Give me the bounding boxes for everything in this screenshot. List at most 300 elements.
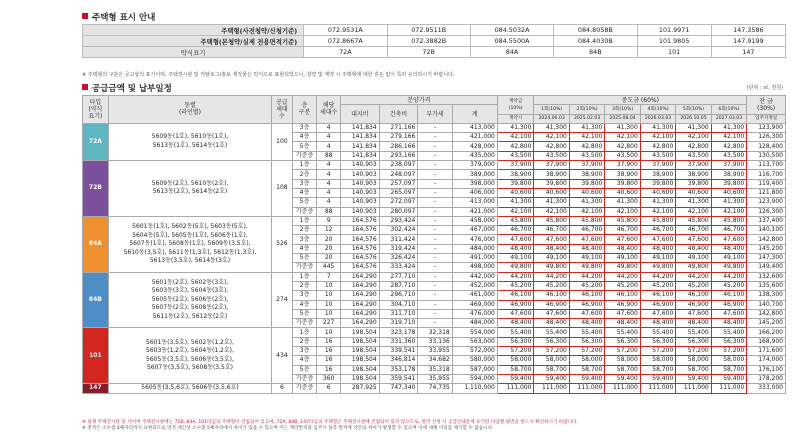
amount-cell: 48,400	[676, 244, 711, 253]
units-cell: 4	[317, 179, 341, 188]
type-cell: 084.5500A	[470, 36, 553, 47]
amount-cell: 49,800	[676, 263, 711, 272]
amount-cell: 38,900	[534, 170, 569, 179]
amount-cell: 48,400	[497, 244, 534, 253]
amount-cell: 47,600	[569, 309, 604, 318]
amount-cell: 164,290	[340, 300, 379, 309]
type-cell: 072.9531A	[304, 25, 387, 36]
type-cell: 147.9199	[711, 36, 785, 47]
amount-cell: 46,900	[569, 300, 604, 309]
amount-cell: 59,400	[640, 374, 675, 383]
amount-cell: 39,800	[711, 179, 746, 188]
amount-cell: 58,000	[640, 356, 675, 365]
amount-cell: 42,800	[676, 142, 711, 151]
amount-cell: 40,600	[676, 188, 711, 197]
type-cell: 084.4030B	[554, 36, 637, 47]
amount-cell: 47,600	[640, 309, 675, 318]
amount-cell: 491,000	[452, 254, 497, 263]
amount-cell: 164,290	[340, 291, 379, 300]
units-cell: 4	[317, 188, 341, 197]
amount-cell: -	[418, 291, 452, 300]
amount-cell: 113,700	[747, 161, 786, 170]
amount-cell: 121,800	[747, 188, 786, 197]
amount-cell: 37,900	[640, 161, 675, 170]
units-cell: 12	[317, 226, 341, 235]
floor-cell: 4층	[292, 244, 317, 253]
amount-cell: 47,600	[497, 309, 534, 318]
type-row-label: 주택형(본청약/실제 전용면적기준)	[83, 36, 304, 47]
amount-cell: 140,903	[340, 179, 379, 188]
price-row	[83, 272, 786, 281]
floor-cell: 3층	[292, 123, 317, 132]
footnote-1: ※ 실제 주택전시관 및 사이버 주택전시관에는 72B, 84A, 101타입의 주택형이 건립되어 있으며, 72A, 84B, 147타입의 주택형은 주택전시관에 건립되어 있지 않으므로, 청약 신청 시 공급안내문에 표기된 타입별 평면을 반드시 확인하시기 바랍니다.	[82, 420, 578, 425]
amount-cell: -	[418, 123, 452, 132]
amount-cell: 38,900	[497, 170, 534, 179]
amount-cell: 57,200	[497, 347, 534, 356]
amount-cell: 55,400	[676, 328, 711, 337]
amount-cell: -	[418, 235, 452, 244]
amount-cell: 41,300	[605, 198, 640, 207]
amount-cell: 49,100	[676, 254, 711, 263]
amount-cell: 476,000	[452, 309, 497, 318]
type-cell: 072.8667A	[304, 36, 387, 47]
type-row-label: 주택형(사전청약/신청기준)	[83, 25, 304, 36]
amount-cell: 126,300	[747, 207, 786, 216]
amount-cell: 56,300	[676, 337, 711, 346]
amount-cell: 37,900	[676, 161, 711, 170]
amount-cell: 56,300	[569, 337, 604, 346]
amount-cell: 41,300	[497, 123, 534, 132]
amount-cell: 37,900	[534, 161, 569, 170]
type-cell: 101.9805	[637, 36, 711, 47]
amount-cell: 111,000	[569, 384, 604, 393]
type-badge: 147	[83, 384, 109, 393]
amount-cell: 111,000	[640, 384, 675, 393]
units-cell: 16	[317, 365, 341, 374]
units-cell: 7	[317, 272, 341, 281]
amount-cell: 119,400	[747, 179, 786, 188]
amount-cell: 59,400	[569, 374, 604, 383]
amount-cell: 41,300	[640, 198, 675, 207]
header-units: 해당 세대수	[317, 96, 341, 124]
amount-cell: 45,200	[534, 281, 569, 290]
amount-cell: 58,700	[640, 365, 675, 374]
amount-cell: 302,424	[379, 226, 418, 235]
amount-cell: 47,600	[569, 235, 604, 244]
amount-cell: -	[418, 170, 452, 179]
amount-cell: 140,100	[747, 226, 786, 235]
header-contract: 계약금 (10%)	[497, 96, 534, 115]
amount-cell: 39,800	[676, 179, 711, 188]
amount-cell: 58,000	[711, 356, 746, 365]
amount-cell: 42,800	[534, 142, 569, 151]
dong-lines: 5601동(3,5호), 5602동(1,2호), 5603동(1,2호), 5604동(1,2호), 5605동(3,5호), 5606동(3,5호), 5607동(3,5호), 5608동(3,5호)	[108, 328, 271, 384]
amount-cell: 45,200	[605, 281, 640, 290]
amount-cell: -	[418, 226, 452, 235]
amount-cell: 49,100	[640, 254, 675, 263]
amount-cell: 44,200	[640, 272, 675, 281]
amount-cell: 238,097	[379, 161, 418, 170]
supply-count: 274	[272, 272, 292, 328]
amount-cell: 39,800	[569, 179, 604, 188]
amount-cell: 40,600	[711, 188, 746, 197]
amount-cell: 1,110,000	[452, 384, 497, 393]
amount-cell: 138,300	[747, 291, 786, 300]
amount-cell: 38,900	[676, 170, 711, 179]
amount-cell: 37,900	[605, 161, 640, 170]
amount-cell: 311,710	[379, 309, 418, 318]
amount-cell: 42,100	[711, 133, 746, 142]
amount-cell: 41,300	[640, 123, 675, 132]
amount-cell: 56,300	[534, 337, 569, 346]
supply-count: 6	[272, 384, 292, 393]
type-cell: 72A	[304, 47, 387, 58]
supply-count: 434	[272, 328, 292, 384]
amount-cell: 46,700	[605, 226, 640, 235]
amount-cell: 141,834	[340, 142, 379, 151]
amount-cell: 164,576	[340, 226, 379, 235]
amount-cell: 111,000	[676, 384, 711, 393]
amount-cell: -	[418, 254, 452, 263]
amount-cell: 43,500	[711, 151, 746, 160]
amount-cell: 421,000	[452, 133, 497, 142]
amount-cell: 46,700	[569, 226, 604, 235]
amount-cell: 74,735	[418, 384, 452, 393]
amount-cell: 198,504	[340, 365, 379, 374]
amount-cell: 45,200	[676, 281, 711, 290]
floor-cell: 1층	[292, 161, 317, 170]
amount-cell: 42,100	[569, 207, 604, 216]
amount-cell: 47,600	[711, 235, 746, 244]
amount-cell: 126,300	[747, 133, 786, 142]
amount-cell: 333,000	[747, 384, 786, 393]
floor-cell: 2층	[292, 226, 317, 235]
amount-cell: 44,200	[534, 272, 569, 281]
amount-cell: 293,166	[379, 151, 418, 160]
amount-cell: 46,100	[640, 291, 675, 300]
units-cell: 10	[317, 291, 341, 300]
header-supply: 공급 세대 수	[272, 96, 292, 124]
amount-cell: 140,903	[340, 170, 379, 179]
amount-cell: 42,800	[711, 142, 746, 151]
amount-cell: 304,710	[379, 300, 418, 309]
amount-cell: 48,400	[605, 244, 640, 253]
amount-cell: 293,424	[379, 216, 418, 225]
footnote-2: ※ 면적은 소수점 4째자리까지 표현되므로 면적 계산상 소수점 5째자리에서 차이가 있을 수 있으며 이는 계약면적과 입주시 실측 면적에 약간의 차이가 발생할 수 있으며 이에 대해 이의를 제기할 수 없습니다.	[82, 426, 494, 431]
amount-cell: 45,800	[711, 216, 746, 225]
amount-cell: 58,700	[605, 365, 640, 374]
price-row	[83, 161, 786, 170]
floor-cell: 기준층	[292, 319, 317, 328]
amount-cell: -	[418, 300, 452, 309]
amount-cell: 484,000	[452, 244, 497, 253]
amount-cell: 42,800	[640, 142, 675, 151]
amount-cell: 42,800	[569, 142, 604, 151]
amount-cell: 48,400	[711, 319, 746, 328]
amount-cell: 469,000	[452, 300, 497, 309]
floor-cell: 2층	[292, 170, 317, 179]
amount-cell: 42,100	[605, 133, 640, 142]
header-total: 계	[452, 105, 497, 124]
type-cell: 072.9511B	[387, 25, 470, 36]
type-badge: 84A	[83, 216, 109, 272]
amount-cell: -	[418, 281, 452, 290]
amount-cell: 58,700	[711, 365, 746, 374]
amount-cell: 46,100	[497, 291, 534, 300]
header-mid-round: 1회(10%)	[534, 105, 569, 114]
amount-cell: 59,400	[711, 374, 746, 383]
amount-cell: 287,925	[340, 384, 379, 393]
amount-cell: 49,100	[569, 254, 604, 263]
amount-cell: 164,576	[340, 216, 379, 225]
amount-cell: 46,900	[534, 300, 569, 309]
section-marker-icon	[82, 13, 88, 19]
amount-cell: 147,300	[747, 254, 786, 263]
amount-cell: -	[418, 151, 452, 160]
amount-cell: 47,600	[534, 235, 569, 244]
amount-cell: 198,504	[340, 347, 379, 356]
dong-lines: 5605동(3,5,6호), 5606동(3,5,6호)	[108, 384, 271, 393]
amount-cell: 164,576	[340, 263, 379, 272]
units-cell: 10	[317, 328, 341, 337]
amount-cell: 287,710	[379, 281, 418, 290]
header-mid-date: 2024.06.03	[534, 114, 569, 123]
amount-cell: 116,700	[747, 170, 786, 179]
amount-cell: 49,100	[605, 254, 640, 263]
floor-cell: 기준층	[292, 263, 317, 272]
amount-cell: -	[418, 161, 452, 170]
type-cell: 084.8058B	[554, 25, 637, 36]
header-mid-date: 2026.03.03	[640, 114, 675, 123]
floor-cell: 1층	[292, 216, 317, 225]
amount-cell: 57,200	[534, 347, 569, 356]
amount-cell: 45,800	[497, 216, 534, 225]
units-cell: 4	[317, 133, 341, 142]
header-mid-date: 2025.08.04	[605, 114, 640, 123]
amount-cell: -	[418, 133, 452, 142]
section-title-type-guide: 주택형 표시 안내	[82, 11, 155, 23]
type-badge: 101	[83, 328, 109, 384]
type-row	[83, 36, 786, 47]
header-floor: 층 구분	[292, 96, 317, 124]
header-land: 대지비	[340, 105, 379, 124]
amount-cell: 42,100	[605, 207, 640, 216]
amount-cell: -	[418, 244, 452, 253]
amount-cell: 42,100	[534, 207, 569, 216]
amount-cell: 149,400	[747, 263, 786, 272]
header-mid-round: 6회(10%)	[711, 105, 746, 114]
type-cell: 147.3586	[711, 25, 785, 36]
amount-cell: 40,600	[640, 188, 675, 197]
amount-cell: 42,100	[497, 207, 534, 216]
amount-cell: 49,100	[497, 254, 534, 263]
amount-cell: 435,000	[452, 151, 497, 160]
amount-cell: 42,100	[640, 133, 675, 142]
amount-cell: 47,600	[676, 309, 711, 318]
type-cell: 147	[711, 47, 785, 58]
amount-cell: 428,000	[452, 142, 497, 151]
amount-cell: 48,400	[605, 319, 640, 328]
amount-cell: 44,200	[605, 272, 640, 281]
amount-cell: -	[418, 142, 452, 151]
amount-cell: 135,600	[747, 281, 786, 290]
amount-cell: 56,300	[711, 337, 746, 346]
amount-cell: 42,100	[497, 133, 534, 142]
amount-cell: 49,800	[640, 263, 675, 272]
amount-cell: 56,300	[497, 337, 534, 346]
amount-cell: 37,900	[497, 161, 534, 170]
amount-cell: 198,504	[340, 356, 379, 365]
header-mid-round: 4회(10%)	[640, 105, 675, 114]
amount-cell: 46,700	[497, 226, 534, 235]
amount-cell: 46,100	[569, 291, 604, 300]
amount-cell: 141,834	[340, 133, 379, 142]
units-cell: 16	[317, 337, 341, 346]
amount-cell: 164,290	[340, 281, 379, 290]
amount-cell: 43,500	[676, 151, 711, 160]
amount-cell: 39,800	[497, 179, 534, 188]
units-cell: 10	[317, 300, 341, 309]
amount-cell: 132,600	[747, 272, 786, 281]
amount-cell: 265,097	[379, 188, 418, 197]
amount-cell: 42,100	[640, 207, 675, 216]
supply-count: 100	[272, 123, 292, 160]
units-cell: 227	[317, 319, 341, 328]
amount-cell: 47,600	[711, 309, 746, 318]
units-cell: 10	[317, 309, 341, 318]
amount-cell: 406,000	[452, 188, 497, 197]
header-mid-round: 5회(10%)	[676, 105, 711, 114]
amount-cell: 319,710	[379, 319, 418, 328]
amount-cell: 47,600	[497, 235, 534, 244]
amount-cell: 47,600	[676, 235, 711, 244]
amount-cell: 44,200	[569, 272, 604, 281]
type-row	[83, 25, 786, 36]
dong-lines: 5601동(1호), 5602동(5호), 5603동(5호), 5604동(5호), 5605동(1호), 5606동(1호), 5607동(1호), 5608동(1호), 5609동(3,5호), 5610동(3,5호), 5611동(1,3호), 5612동(1,3호), 5613동(3,5호), 5614동(3호)	[108, 216, 271, 272]
floor-cell: 3층	[292, 179, 317, 188]
section-marker-icon	[82, 84, 88, 90]
section-title-supply-price: 공급금액 및 납부일정	[82, 82, 172, 94]
amount-cell: 55,400	[711, 328, 746, 337]
amount-cell: 164,290	[340, 309, 379, 318]
amount-cell: 164,290	[340, 272, 379, 281]
units-cell: 20	[317, 235, 341, 244]
header-mid-round: 2회(10%)	[569, 105, 604, 114]
amount-cell: 572,000	[452, 347, 497, 356]
amount-cell: 141,834	[340, 151, 379, 160]
amount-cell: 442,000	[452, 272, 497, 281]
type-display-table	[82, 24, 786, 58]
amount-cell: 41,300	[534, 198, 569, 207]
floor-cell: 3층	[292, 347, 317, 356]
amount-cell: 40,600	[605, 188, 640, 197]
supply-price-table	[82, 95, 786, 394]
amount-cell: 44,200	[497, 272, 534, 281]
amount-cell: 57,200	[676, 347, 711, 356]
amount-cell: 140,903	[340, 161, 379, 170]
amount-cell: 48,400	[711, 244, 746, 253]
units-cell: 4	[317, 142, 341, 151]
amount-cell: 140,903	[340, 207, 379, 216]
header-mid: 중도금 (60%)	[534, 96, 747, 105]
amount-cell: 359,541	[379, 374, 418, 383]
amount-cell: 46,100	[605, 291, 640, 300]
amount-cell: 42,800	[497, 142, 534, 151]
amount-cell: 452,000	[452, 281, 497, 290]
amount-cell: 55,400	[605, 328, 640, 337]
amount-cell: 137,400	[747, 216, 786, 225]
amount-cell: 554,000	[452, 328, 497, 337]
amount-cell: 331,360	[379, 337, 418, 346]
amount-cell: 46,100	[676, 291, 711, 300]
amount-cell: 326,424	[379, 254, 418, 263]
floor-cell: 2층	[292, 337, 317, 346]
amount-cell: 272,097	[379, 198, 418, 207]
amount-cell: 58,000	[497, 356, 534, 365]
amount-cell: 49,800	[711, 263, 746, 272]
amount-cell: -	[418, 216, 452, 225]
header-contract-sub: 계약시	[497, 114, 534, 123]
amount-cell: 164,576	[340, 254, 379, 263]
amount-cell: 333,424	[379, 263, 418, 272]
supply-count: 108	[272, 161, 292, 217]
amount-cell: 40,600	[534, 188, 569, 197]
amount-cell: -	[418, 272, 452, 281]
amount-cell: 563,000	[452, 337, 497, 346]
amount-cell: 57,200	[640, 347, 675, 356]
amount-cell: 178,200	[747, 374, 786, 383]
floor-cell: 5층	[292, 142, 317, 151]
units-cell: 20	[317, 244, 341, 253]
units-cell: 16	[317, 356, 341, 365]
amount-cell: 43,500	[569, 151, 604, 160]
amount-cell: 48,400	[640, 319, 675, 328]
floor-cell: 기준층	[292, 384, 317, 393]
amount-cell: 174,000	[747, 356, 786, 365]
amount-cell: 57,200	[711, 347, 746, 356]
floor-cell: 5층	[292, 254, 317, 263]
amount-cell: 33,136	[418, 337, 452, 346]
amount-cell: -	[418, 198, 452, 207]
amount-cell: 353,178	[379, 365, 418, 374]
amount-cell: 46,900	[640, 300, 675, 309]
amount-cell: 458,000	[452, 216, 497, 225]
amount-cell: 49,800	[534, 263, 569, 272]
amount-cell: 311,424	[379, 235, 418, 244]
amount-cell: 413,000	[452, 198, 497, 207]
amount-cell: 47,600	[605, 309, 640, 318]
amount-cell: 323,178	[379, 328, 418, 337]
amount-cell: 37,900	[711, 161, 746, 170]
amount-cell: 47,600	[605, 235, 640, 244]
amount-cell: 44,200	[676, 272, 711, 281]
type-cell: 084.5032A	[470, 25, 553, 36]
amount-cell: -	[418, 188, 452, 197]
amount-cell: 58,700	[676, 365, 711, 374]
amount-cell: 46,700	[711, 226, 746, 235]
amount-cell: 123,900	[747, 123, 786, 132]
dong-lines: 5609동(2호), 5610동(2호), 5613동(2호), 5614동(2호)	[108, 161, 271, 217]
amount-cell: 398,000	[452, 179, 497, 188]
amount-cell: 46,700	[676, 226, 711, 235]
amount-cell: 176,100	[747, 365, 786, 374]
amount-cell: 55,400	[497, 328, 534, 337]
type-row-label: 약식표기	[83, 47, 304, 58]
floor-cell: 1층	[292, 272, 317, 281]
units-cell: 6	[317, 384, 341, 393]
units-cell: 4	[317, 198, 341, 207]
amount-cell: 41,300	[497, 198, 534, 207]
